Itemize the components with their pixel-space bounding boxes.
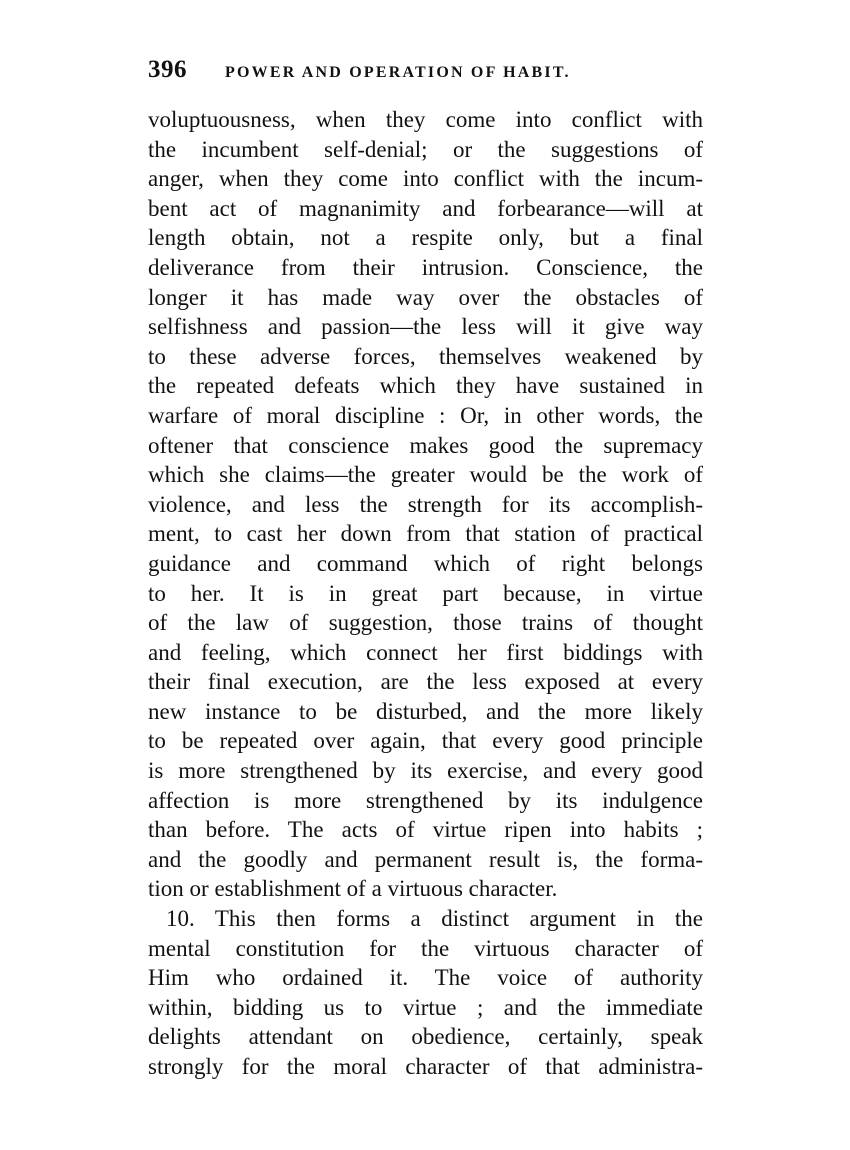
text-line: longer it has made way over the obstacles of [148,284,703,310]
text-line: tion or establishment of a virtuous character. [148,876,558,902]
paragraph-1 [148,105,703,904]
paragraph-2 [148,904,703,1082]
text-line: affection is more strengthened by its indulgence [148,787,703,813]
text-line: delights attendant on obedience, certainly, speak [148,1024,703,1050]
page-number: 396 [148,56,187,83]
text-line: violence, and less the strength for its accomplish- [148,491,703,517]
body-text [148,105,703,1082]
text-line: to be repeated over again, that every good principle [148,728,703,754]
text-line: bent act of magnanimity and forbearance—will at [148,195,703,221]
text-line: new instance to be disturbed, and the more likely [148,698,703,724]
text-line: 10. This then forms a distinct argument in the [166,906,703,932]
text-line: which she claims—the greater would be the work of [148,462,703,488]
text-line: strongly for the moral character of that administra- [148,1054,703,1079]
text-line: and feeling, which connect her first biddings with [148,639,703,665]
text-line: and the goodly and permanent result is, the forma- [148,846,703,872]
text-line: within, bidding us to virtue ; and the immediate [148,994,703,1020]
text-line: their final execution, are the less exposed at every [148,669,703,695]
running-head [148,56,703,96]
running-title: POWER AND OPERATION OF HABIT. [225,64,571,81]
text-line: mental constitution for the virtuous character of [148,935,703,961]
text-line: the repeated defeats which they have sustained in [148,373,703,399]
text-line: ment, to cast her down from that station of practical [148,521,703,547]
text-line: anger, when they come into conflict with the incum- [148,166,703,192]
text-line: the incumbent self-denial; or the suggestions of [148,136,703,162]
text-line: guidance and command which of right belongs [148,550,703,576]
text-line: oftener that conscience makes good the supremacy [148,432,703,458]
text-line: to her. It is in great part because, in virtue [148,580,703,606]
text-line: warfare of moral discipline : Or, in other words, the [148,402,703,428]
text-line: to these adverse forces, themselves weakened by [148,343,703,369]
text-line: than before. The acts of virtue ripen into habits ; [148,817,703,843]
text-line: voluptuousness, when they come into conflict with [148,107,703,132]
book-page [148,56,703,1082]
text-line: selfishness and passion—the less will it give way [148,314,703,340]
text-line: of the law of suggestion, those trains of thought [148,610,703,636]
text-line: Him who ordained it. The voice of authority [148,965,703,991]
text-line: length obtain, not a respite only, but a final [148,225,703,251]
text-line: deliverance from their intrusion. Conscience, the [148,254,703,280]
text-line: is more strengthened by its exercise, and every good [148,758,703,784]
